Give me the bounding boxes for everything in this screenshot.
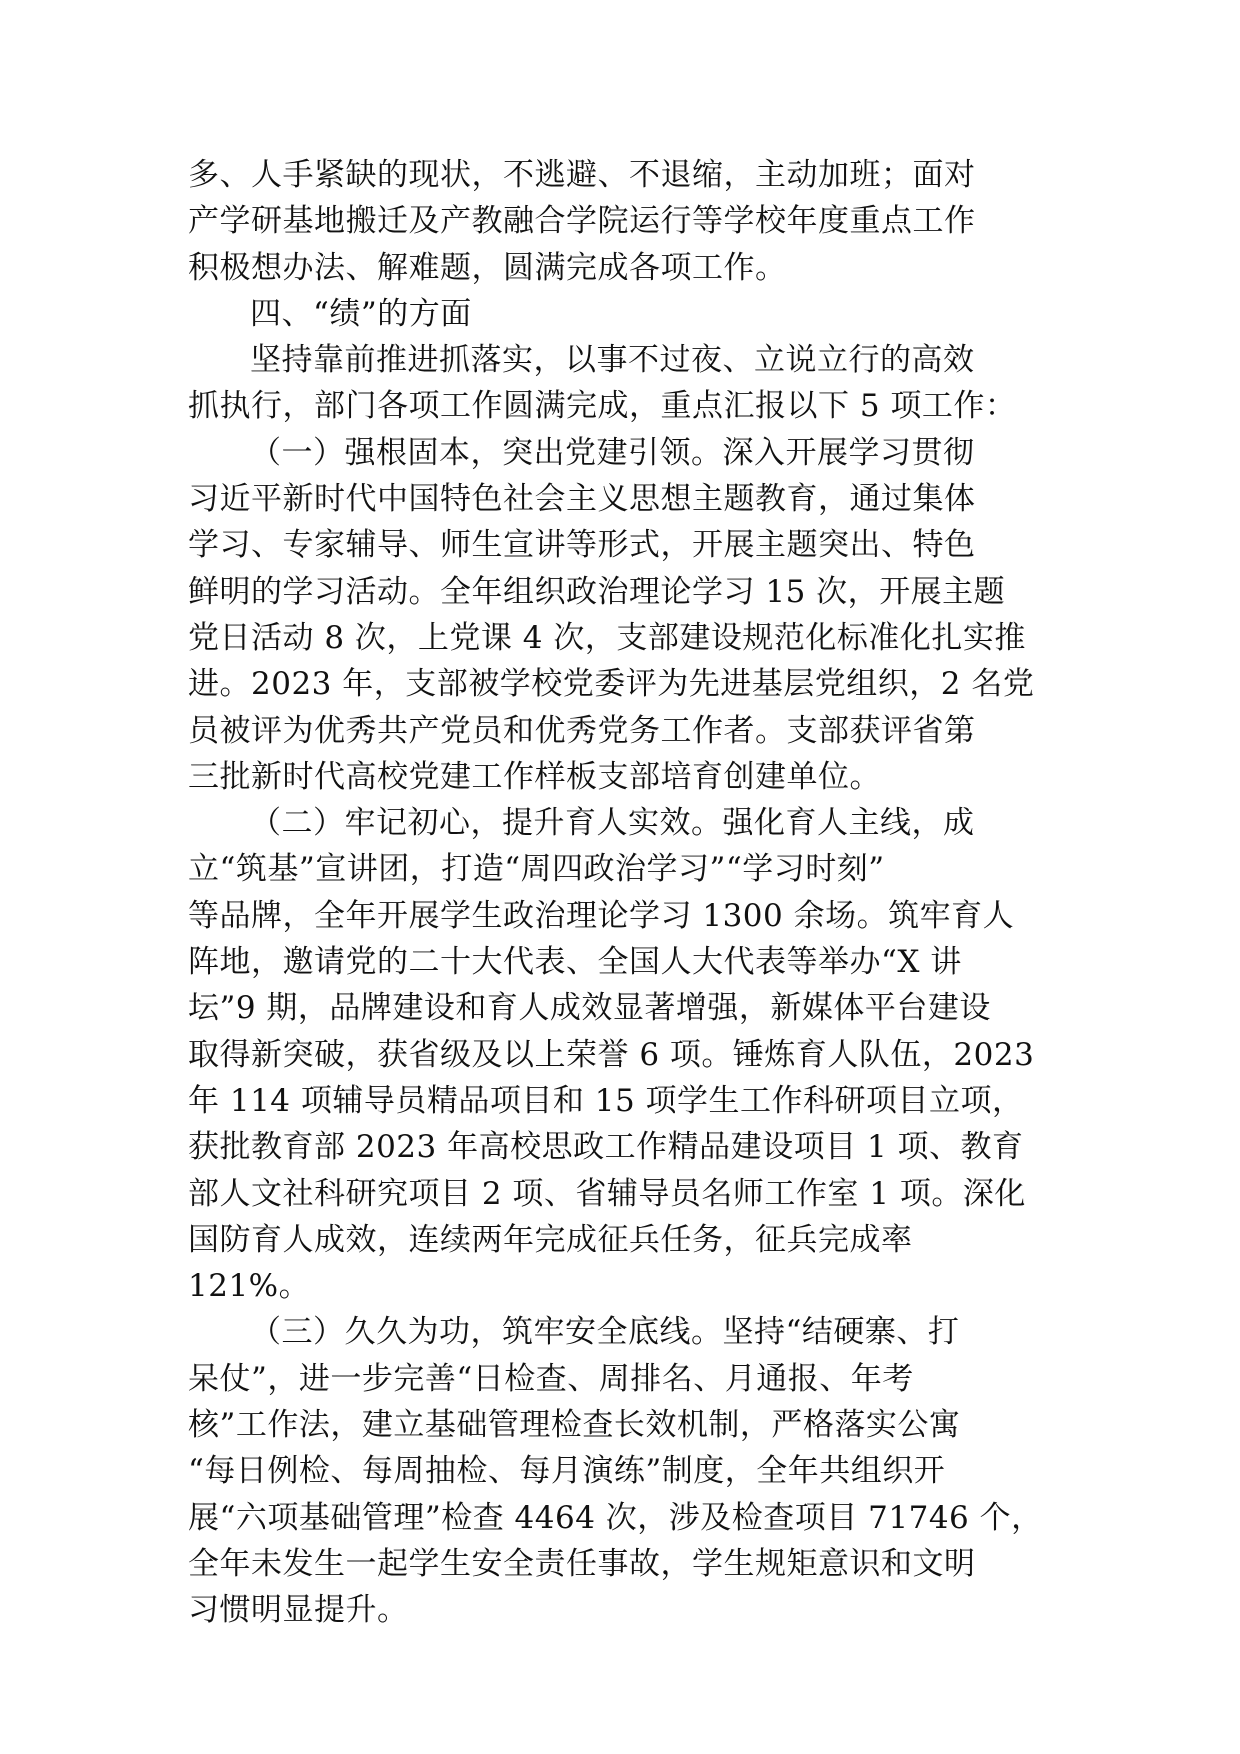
text-line: 国防育人成效，连续两年完成征兵任务，征兵完成率 bbox=[188, 1221, 913, 1258]
text-line: 鲜明的学习活动。全年组织政治理论学习 15 次，开展主题 bbox=[188, 573, 1006, 610]
text-line: 四、“绩”的方面 bbox=[250, 295, 472, 332]
text-line: （二）牢记初心，提升育人实效。强化育人主线，成 bbox=[250, 805, 975, 842]
text-line: 取得新突破，获省级及以上荣誉 6 项。锤炼育人队伍，2023 bbox=[188, 1036, 1035, 1073]
text-line: 121%。 bbox=[188, 1268, 311, 1305]
text-line: 获批教育部 2023 年高校思政工作精品建设项目 1 项、教育 bbox=[188, 1129, 1024, 1166]
text-line: 习近平新时代中国特色社会主义思想主题教育，通过集体 bbox=[188, 481, 976, 518]
text-line: 坛”9 期，品牌建设和育人成效显著增强，新媒体平台建设 bbox=[188, 990, 991, 1027]
document-body bbox=[188, 152, 1068, 1634]
text-line: 学习、专家辅导、师生宣讲等形式，开展主题突出、特色 bbox=[188, 527, 976, 564]
text-line: 阵地，邀请党的二十大代表、全国人大代表等举办“X 讲 bbox=[188, 944, 962, 981]
text-line: 员被评为优秀共产党员和优秀党务工作者。支部获评省第 bbox=[188, 712, 976, 749]
text-line: “每日例检、每周抽检、每月演练”制度，全年共组织开 bbox=[188, 1453, 946, 1490]
text-line: 展“六项基础管理”检查 4464 次，涉及检查项目 71746 个， bbox=[188, 1499, 1043, 1536]
text-line: （一）强根固本，突出党建引领。深入开展学习贯彻 bbox=[250, 434, 975, 471]
text-line: 抓执行，部门各项工作圆满完成，重点汇报以下 5 项工作： bbox=[188, 388, 1017, 425]
text-line: 全年未发生一起学生安全责任事故，学生规矩意识和文明 bbox=[188, 1545, 976, 1582]
text-line: 呆仗”，进一步完善“日检查、周排名、月通报、年考 bbox=[188, 1360, 914, 1397]
text-line: （三）久久为功，筑牢安全底线。坚持“结硬寨、打 bbox=[250, 1314, 960, 1351]
text-line: 立“筑基”宣讲团，打造“周四政治学习”“学习时刻” bbox=[188, 851, 885, 888]
text-line: 党日活动 8 次，上党课 4 次，支部建设规范化标准化扎实推 bbox=[188, 619, 1026, 656]
text-line: 核”工作法，建立基础管理检查长效机制，严格落实公寓 bbox=[188, 1407, 961, 1444]
text-line: 产学研基地搬迁及产教融合学院运行等学校年度重点工作 bbox=[188, 203, 976, 240]
text-line: 部人文社科研究项目 2 项、省辅导员名师工作室 1 项。深化 bbox=[188, 1175, 1026, 1212]
text-line: 等品牌，全年开展学生政治理论学习 1300 余场。筑牢育人 bbox=[188, 897, 1015, 934]
text-line: 坚持靠前推进抓落实，以事不过夜、立说立行的高效 bbox=[250, 342, 975, 379]
text-line: 年 114 项辅导员精品项目和 15 项学生工作科研项目立项， bbox=[188, 1082, 1024, 1119]
text-line: 进。2023 年，支部被学校党委评为先进基层党组织，2 名党 bbox=[188, 666, 1035, 703]
text-line: 三批新时代高校党建工作样板支部培育创建单位。 bbox=[188, 758, 881, 795]
text-line: 习惯明显提升。 bbox=[188, 1592, 409, 1629]
text-line: 多、人手紧缺的现状，不逃避、不退缩，主动加班；面对 bbox=[188, 157, 976, 193]
text-line: 积极想办法、解难题，圆满完成各项工作。 bbox=[188, 249, 787, 286]
